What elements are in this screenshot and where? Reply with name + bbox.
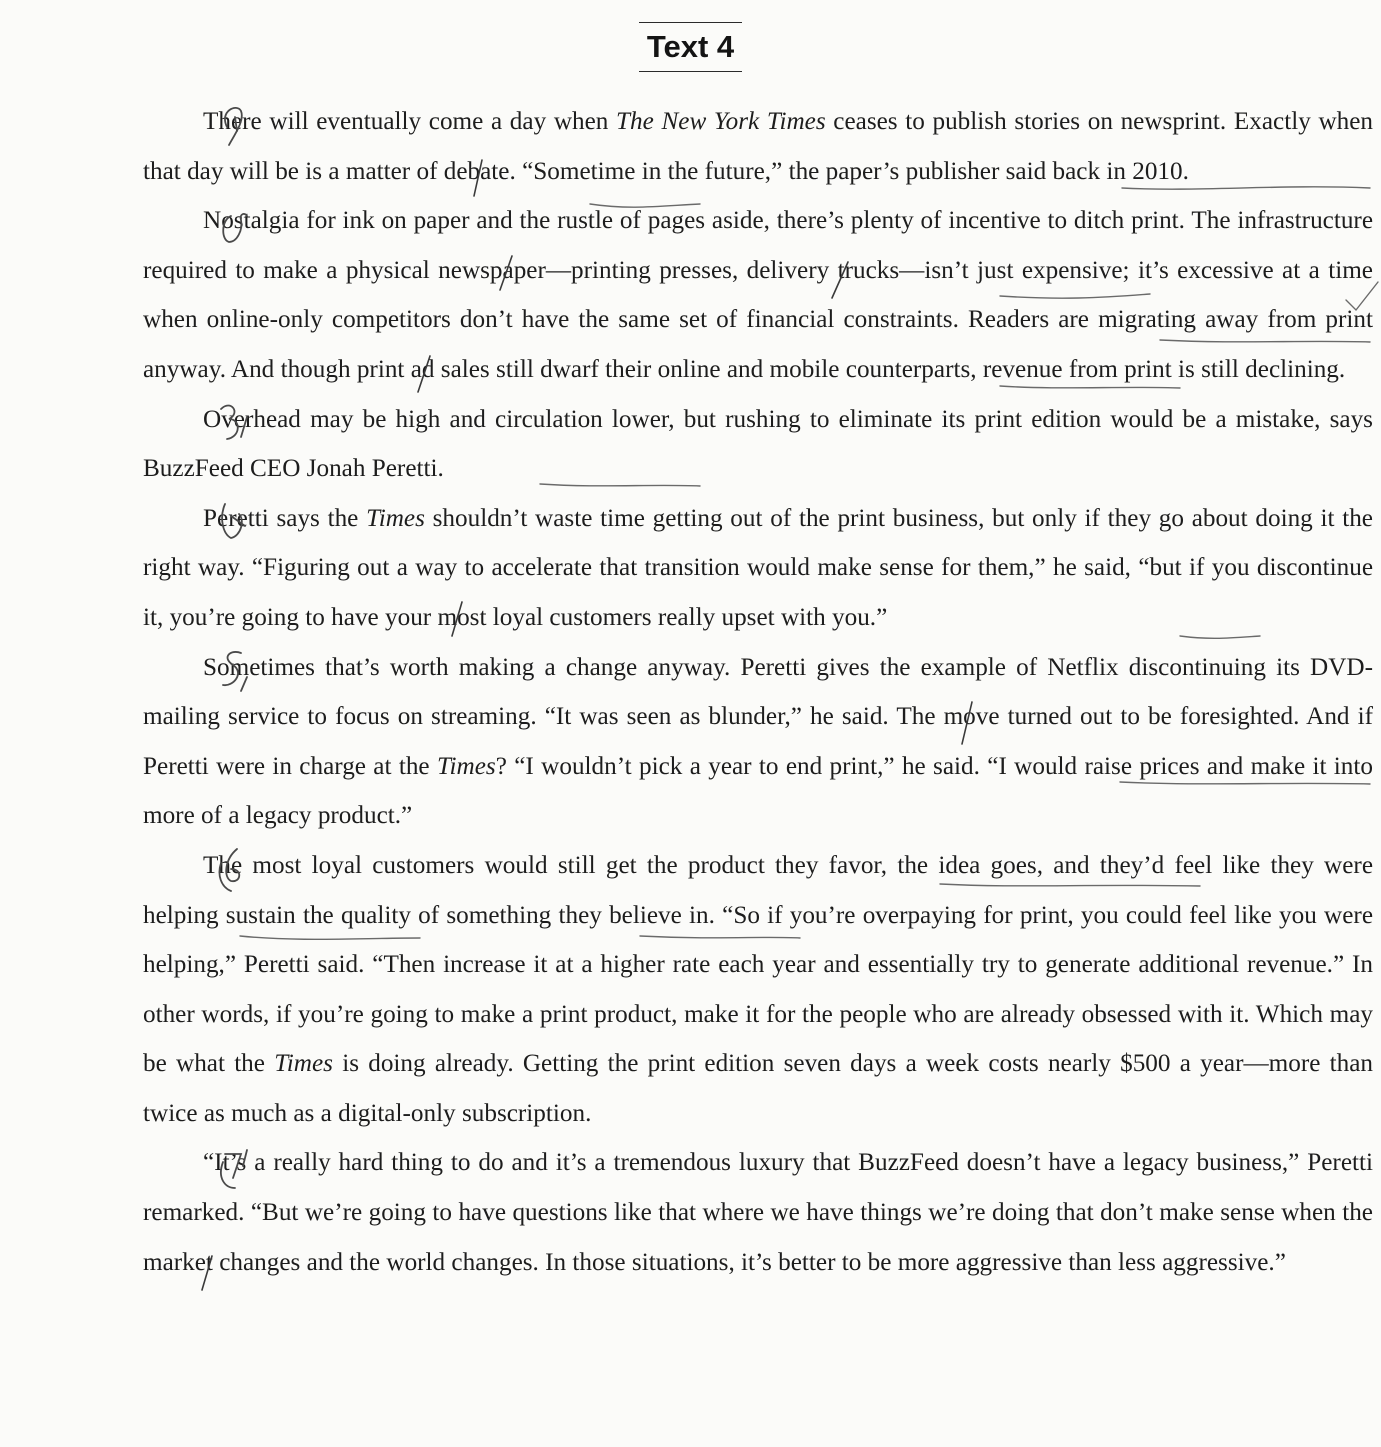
paragraph-4-segment-1: Peretti says the — [203, 504, 367, 532]
paragraph-1 — [143, 97, 1373, 196]
paragraph-6-segment-2: Times — [274, 1050, 333, 1078]
paragraph-5-segment-1: Sometimes that’s worth making a change anyway. Peretti gives the example of Netflix discontinuing its DVD-mailing service to focus on streaming. “It was seen as blunder,” he said. The move turned out to be foresighted. And if Peretti were in charge at the — [143, 653, 1373, 780]
paragraph-5-segment-2: Times — [436, 752, 496, 780]
paragraph-6-segment-3: is doing already. Getting the print edition seven days a week costs nearly $500 a year—more than twice as much as a digital-only subscription. — [143, 1050, 1373, 1127]
handwritten-number-2-icon — [151, 196, 195, 248]
paragraph-7-segment-1: “It’s a really hard thing to do and it’s a tremendous luxury that BuzzFeed doesn’t have a legacy business,” Peretti remarked. “But we’re going to have questions like that where we have things we’re doing that don’t make sense when the market changes and the world changes. In those situations, it’s better to be more aggressive than less aggressive.” — [143, 1149, 1373, 1276]
paragraph-7 — [143, 1138, 1373, 1287]
paragraph-6-segment-1: The most loyal customers would still get the product they favor, the idea goes, and they’d feel like they were helping sustain the quality of something they believe in. “So if you’re overpaying for print, you could feel like you were helping,” Peretti said. “Then increase it at a higher rate each year and essentially try to generate additional revenue.” In other words, if you’re going to make a print product, make it for the people who are already obsessed with it. Which may be what the — [143, 851, 1373, 1078]
title-container — [0, 22, 1381, 72]
paragraph-1-segment-1: There will eventually come a day when — [203, 108, 617, 135]
paragraph-1-segment-3: ceases to publish stories on newsprint. Exactly when that day will be is a matter of debate. “Sometime in the future,” the paper’s publisher said back in 2010. — [143, 108, 1373, 185]
paragraph-3-segment-1: Overhead may be high and circulation lower, but rushing to eliminate its print edition would be a mistake, says BuzzFeed CEO Jonah Peretti. — [143, 405, 1373, 483]
handwritten-number-4-icon — [151, 494, 195, 546]
article-body — [143, 97, 1373, 1287]
paragraph-4 — [143, 494, 1373, 643]
paragraph-1-segment-2: The New York Times — [616, 108, 826, 135]
paragraph-5 — [143, 643, 1373, 841]
paragraph-6 — [143, 841, 1373, 1139]
paragraph-4-segment-3: shouldn’t waste time getting out of the print business, but only if they go about doing it the right way. “Figuring out a way to accelerate that transition would make sense for them,” he said, “but if you discontinue it, you’re going to have your most loyal customers really upset with you.” — [143, 504, 1373, 631]
handwritten-number-6-icon — [151, 841, 195, 893]
handwritten-number-3-icon — [151, 395, 195, 447]
paragraph-2 — [143, 196, 1373, 394]
paragraph-3 — [143, 395, 1373, 494]
page-title: Text 4 — [639, 22, 742, 72]
handwritten-number-1-icon — [151, 97, 195, 149]
paragraph-2-segment-1: Nostalgia for ink on paper and the rustle of pages aside, there’s plenty of incentive to ditch print. The infrastructure required to make a physical newspaper—printing presses, delivery trucks—isn’t just expensive; it’s excessive at a time when online-only competitors don’t have the same set of financial constraints. Readers are migrating away from print anyway. And though print ad sales still dwarf their online and mobile counterparts, revenue from print is still declining. — [143, 207, 1373, 383]
handwritten-number-5-icon — [151, 643, 195, 695]
handwritten-number-7-icon — [151, 1138, 195, 1190]
paragraph-4-segment-2: Times — [366, 504, 425, 532]
paragraph-5-segment-3: ? “I wouldn’t pick a year to end print,” he said. “I would raise prices and make it into more of a legacy product.” — [143, 752, 1373, 830]
